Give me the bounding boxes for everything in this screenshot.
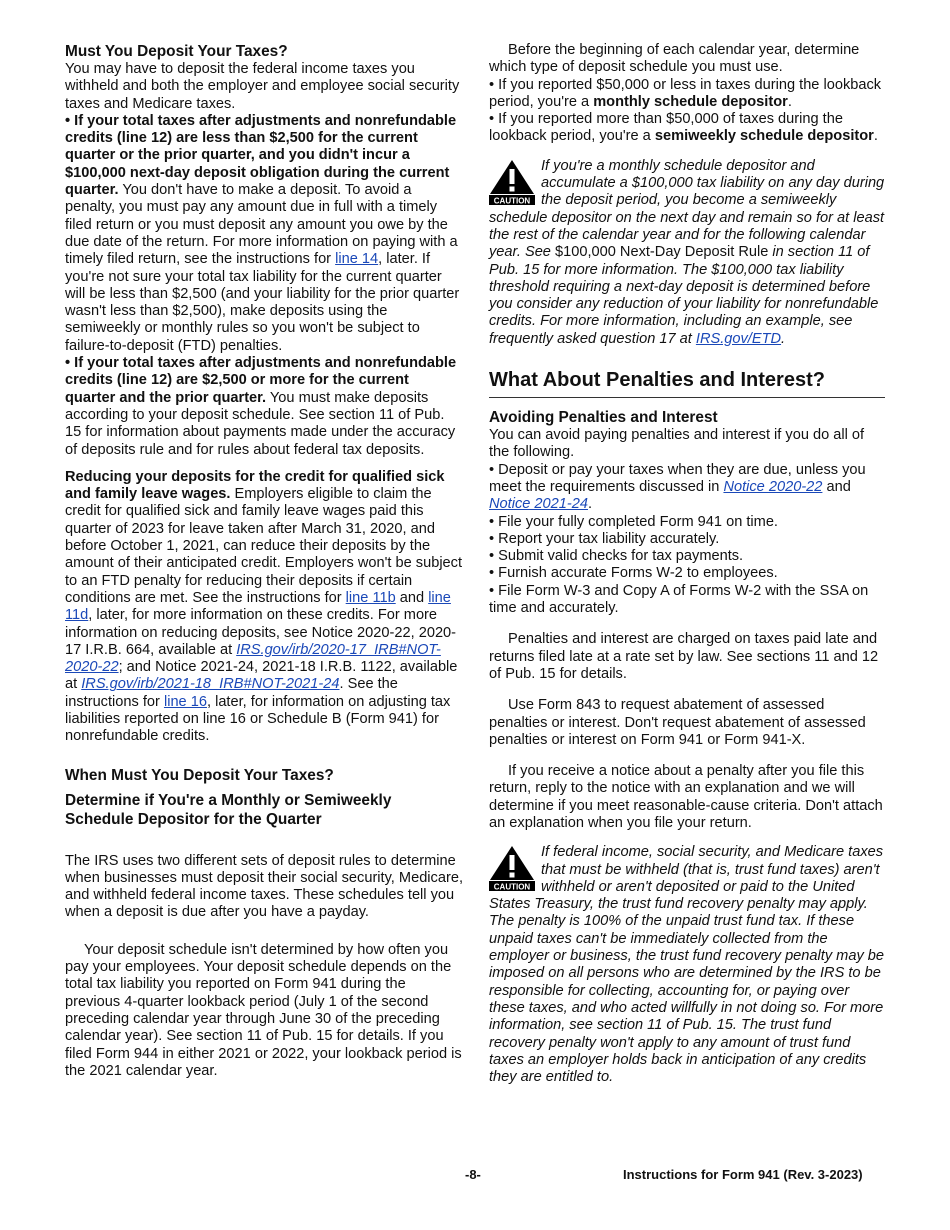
bullet-semiweekly-text: • If you reported more than $50,000 of taxes during the lookback period, you're a [489,111,843,145]
bullet-2500-or-more-text: You must make deposits according to your deposit schedule. See section 11 of Pub. 15 for information about payments made under the accuracy of deposits rule and for rules about federal tax deposits. [65,389,456,458]
reducing-text-2: and [395,589,429,606]
link-notice-2021-24[interactable]: Notice 2021-24 [489,496,588,513]
bullet-less-than-2500-text-cont: , later. If you're not sure your total tax liability for the current quarter will be less than $2,500 (and your liability for the prior quarter wasn't less than $2,500), make deposits using the semiweekly or monthly rules so you won't be subject to failure-to-deposit (FTD) penalties. [65,251,460,354]
caution-next-day-text-1: If you're a monthly schedule depositor and accumulate a $100,000 tax liability on any day during the deposit period, you become a semiweekly schedule depositor on the next day and remain so for at least the rest of the calendar year and for the following calendar year. See [489,157,885,261]
avoid-bullet-report: • Report your tax liability accurately. [489,530,720,547]
form-843-paragraph: Use Form 843 to request abatement of assessed penalties or interest. Don't request abatement of assessed penalties or interest on Form 941 or Form 941-X. [489,697,866,748]
avoid-bullet-w3: • File Form W-3 and Copy A of Forms W-2 with the SSA on time and accurately. [489,582,869,617]
footer-doc-title: Instructions for Form 941 (Rev. 3-2023) [623,1167,863,1182]
deposit-schedule-paragraph: Your deposit schedule isn't determined by how often you pay your employees. Your deposit schedule depends on the total tax liability you reported on Form 941 during the previous 4-quarter lookback period (July 1 of the second preceding calendar year through June 30 of the preceding calendar year). See section 11 of Pub. 15 for details. If you filed Form 944 in either 2021 or 2022, your lookback period is the 2021 calendar year. [65,941,462,1079]
link-irs-etd[interactable]: IRS.gov/ETD [695,330,782,347]
avoid-bullet-deposit-text: • Deposit or pay your taxes when they are due, unless you meet the requirements discussed in [489,461,866,495]
left-column [65,42,463,1080]
bullet-monthly-text: • If you reported $50,000 or less in taxes during the lookback period, you're a [489,76,882,110]
penalty-notice-paragraph: If you receive a notice about a penalty after you file this return, reply to the notice with an explanation and we will determine if you meet reasonable-cause criteria. Don't attach an explanation when you file your return. [489,763,883,831]
caution-next-day-text-2: in section 11 of Pub. 15 for more information. The $100,000 tax liability threshold requiring a next-day deposit is determined before you consider any reduction of your liability for nonrefundable credits. For more information, including an example, see frequently asked question 17 at [489,244,879,347]
reducing-deposits-paragraph [65,469,463,746]
avoid-bullet-w2: • Furnish accurate Forms W-2 to employees. [489,565,778,582]
caution-label: CAUTION [493,196,531,205]
avoid-bullet-file-941: • File your fully completed Form 941 on time. [489,513,778,530]
caution-next-day-end: . [781,330,786,347]
penalties-heading-wrapper [489,368,885,398]
caution-icon [489,159,535,205]
bullet-semiweekly-bold: semiweekly schedule depositor [654,128,874,145]
avoid-intro-paragraph: You can avoid paying penalties and interest if you do all of the following. [489,427,865,461]
link-line-11b[interactable]: line 11b [345,589,396,606]
link-line-11d[interactable]: line 11d [65,589,451,624]
link-irb-2020-17[interactable]: IRS.gov/irb/2020-17_IRB#NOT-2020-22 [65,641,441,676]
caution-block-next-day [489,158,885,348]
penalties-charged-paragraph: Penalties and interest are charged on taxes paid late and returns filed late at a rate set by law. See sections 11 and 12 of Pub. 15 for details. [489,631,879,682]
bullet-less-than-2500 [65,113,463,355]
caution-trust-fund-text: If federal income, social security, and Medicare taxes that must be withheld (that is, trust fund taxes) aren't withheld or aren't deposited or paid to the United States Treasury, the trust fund recovery penalty may apply. The penalty is 100% of the unpaid trust fund tax. If these unpaid taxes can't be immediately collected from the employer or business, the trust fund recovery penalty may be imposed on all persons who are determined by the IRS to be responsible for collecting, accounting for, or paying over these taxes, and who acted willfully in not doing so. For more information, see section 11 of Pub. 15. The trust fund recovery penalty won't apply to any amount of trust fund taxes an employer holds back in anticipation of any credits they are entitled to. [489,844,885,1086]
bullet-2500-or-more-bold: • If your total taxes after adjustments and nonrefundable credits (line 12) are $2,500 or more for the current quarter and the prior quarter. [65,355,457,406]
reducing-text-3: , later, for more information on these credits. For more information on reducing deposits, see Notice 2020-22, 2020-17 I.R.B. 664, available at [65,607,457,658]
link-line-14[interactable]: line 14 [335,251,379,268]
before-calendar-year-paragraph: Before the beginning of each calendar year, determine which type of deposit schedule you must use. [489,42,860,76]
caution-label: CAUTION [493,882,531,892]
heading-avoiding-penalties: Avoiding Penalties and Interest [489,409,718,427]
bullet-2500-or-more [65,355,463,459]
heading-must-you-deposit: Must You Deposit Your Taxes? [65,43,288,60]
reducing-text-4: ; and Notice 2021-24, 2021-18 I.R.B. 1122, available at [65,659,458,693]
caution-next-day-rule-name: $100,000 Next-Day Deposit Rule [554,244,769,261]
caution-block-trust-fund [489,844,885,1086]
heading-determine-depositor: Determine if You're a Monthly or Semiweekly Schedule Depositor for the Quarter [65,791,392,828]
right-column [489,42,885,1086]
bullet-less-than-2500-text: You don't have to make a deposit. To avoid a penalty, you must pay any amount due in full with a timely filed return or you must deposit any amount you owe by the due date of the return. For more information on paying with a timely filed return, see the instructions for [65,182,458,268]
bullet-monthly-bold: monthly schedule depositor [593,93,788,110]
bullet-monthly-end: . [787,93,792,110]
heading-penalties-and-interest: What About Penalties and Interest? [489,369,825,392]
bullet-less-than-2500-bold: • If your total taxes after adjustments and nonrefundable credits (line 12) are less than $2,500 for the current quarter or the prior quarter, and you didn't incur a $100,000 next-day deposit obligation during the current quarter. [65,112,457,199]
reducing-deposits-bold: Reducing your deposits for the credit for qualified sick and family leave wages. [65,468,445,503]
link-irb-2021-18[interactable]: IRS.gov/irb/2021-18_IRB#NOT-2021-24 [81,676,340,693]
bullet-semiweekly-end: . [873,128,878,145]
avoid-bullet-checks: • Submit valid checks for tax payments. [489,548,744,565]
reducing-text-6: , later, for information on adjusting tax liabilities reported on line 16 or Schedule B (Form 941) for nonrefundable credits. [65,693,451,745]
irs-deposit-rules-paragraph: The IRS uses two different sets of deposit rules to determine when businesses must deposit their social security, Medicare, and withheld federal income taxes. These schedules tell you when a deposit is due after you have a payday. [65,852,463,921]
bullet-semiweekly-depositor [489,111,885,146]
link-notice-2020-22[interactable]: Notice 2020-22 [723,478,823,495]
intro-paragraph: You may have to deposit the federal income taxes you withheld and both the employer and employee social security taxes and Medicare taxes. [65,61,460,112]
caution-icon [489,845,535,891]
reducing-text-1: Employers eligible to claim the credit for qualified sick and family leave wages paid this quarter of 2023 for leave taken after March 31, 2020, and before October 1, 2021, can reduce their deposits by the amount of their anticipated credit. Employers won't be subject to an FTD penalty for reducing their deposits if certain conditions are met. See the instructions for [65,486,463,606]
heading-when-must-you-deposit: When Must You Deposit Your Taxes? [65,766,334,784]
avoid-bullet-deposit [489,462,885,514]
avoid-bullet-and: and [822,478,851,495]
bullet-monthly-depositor [489,77,885,112]
avoid-bullet-end: . [587,496,593,513]
page-number: -8- [465,1167,481,1182]
reducing-text-5: . See the instructions for [65,676,398,710]
link-line-16[interactable]: line 16 [163,693,207,710]
